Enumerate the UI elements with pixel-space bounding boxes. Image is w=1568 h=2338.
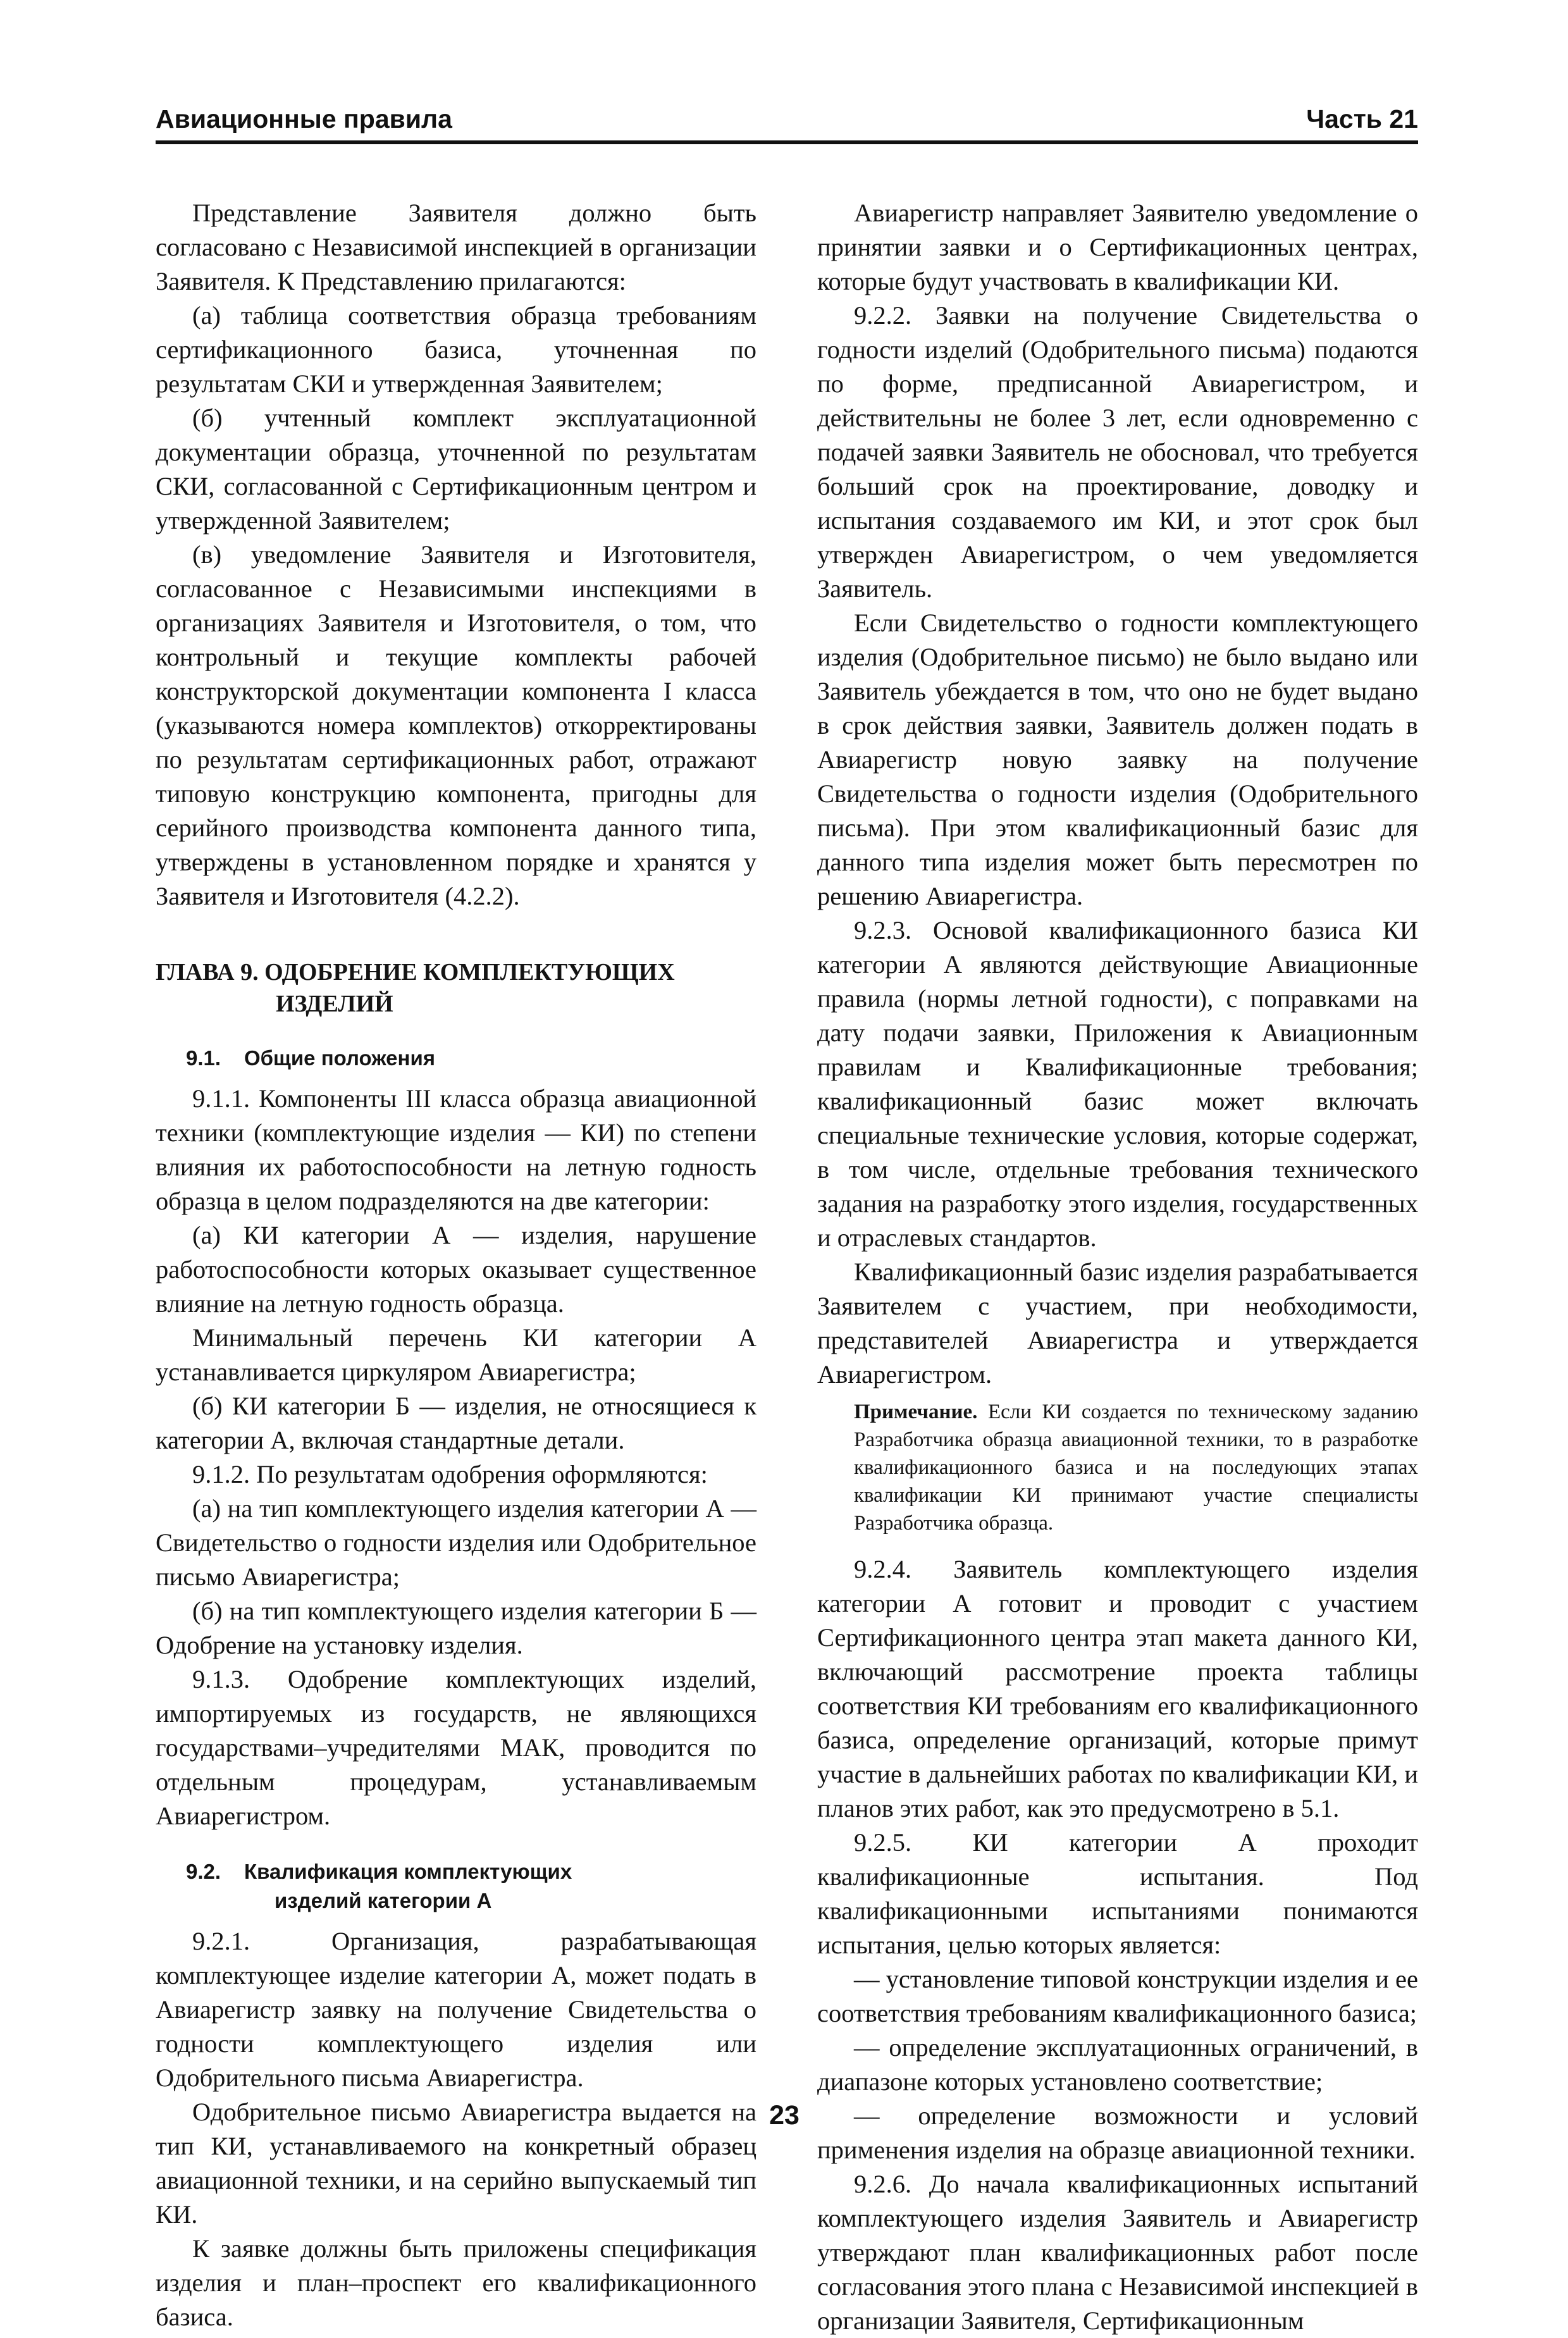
list-item: (а) таблица соответствия образца требованиям сертификационного базиса, уточненная по результатам СКИ и утвержденная Заявителем; [156, 301, 756, 398]
paragraph: Представление Заявителя должно быть согласовано с Независимой инспекцией в организации Заявителя. К Представлению прилагаются: [156, 199, 756, 295]
page-number: 23 [769, 2100, 799, 2131]
running-header [156, 100, 1418, 138]
dash-item: — установление типовой конструкции изделия и ее соответствия требованиям квалификационного базиса; [817, 1965, 1418, 2027]
note-label: Примечание. [854, 1401, 978, 1423]
paragraph: 9.1.2. По результатам одобрения оформляются: [192, 1460, 708, 1488]
paragraph: 9.2.6. До начала квалификационных испытаний комплектующего изделия Заявитель и Авиарегистр утверждают план квалификационных работ после согласования этого плана с Независимой инспекцией в организации Заявителя, Сертификационным [817, 2170, 1418, 2335]
paragraph: 9.2.4. Заявитель комплектующего изделия категории А готовит и проводит с участием Сертификационного центра этап макета данного КИ, включающий рассмотрение проекта таблицы соответствия КИ требованиям его квалификационного базиса, определение организаций, которые примут участие в дальнейших работах по квалификации КИ, и планов этих работ, как это предусмотрено в 5.1. [817, 1555, 1418, 1822]
chapter-heading [156, 956, 756, 1020]
paragraph: К заявке должны быть приложены спецификация изделия и план–проспект его квалификационного базиса. [156, 2234, 756, 2331]
paragraph: 9.2.2. Заявки на получение Свидетельства о годности изделий (Одобрительного письма) подаются по форме, предписанной Авиарегистром, и действительны не более 3 лет, если одновременно с подачей заявки Заявитель не обосновал, что требуется больший срок на проектирование, доводку и испытания создаваемого им КИ, и этот срок был утвержден Авиарегистром, о чем уведомляется Заявитель. [817, 301, 1418, 603]
right-column [817, 196, 1418, 2338]
left-column [156, 196, 756, 2334]
section-title: Квалификация комплектующих [244, 1860, 572, 1883]
paragraph: 9.2.5. КИ категории А проходит квалификационные испытания. Под квалификационными испытаниями понимаются испытания, целью которых является: [817, 1828, 1418, 1959]
paragraph: Если Свидетельство о годности комплектующего изделия (Одобрительное письмо) не было выдано или Заявитель убеждается в том, что оно не будет выдано в срок действия заявки, Заявитель должен подать в Авиарегистр новую заявку на получение Свидетельства о годности изделия (Одобрительного письма). При этом квалификационный базис для данного типа изделия может быть пересмотрен по решению Авиарегистра. [817, 609, 1418, 910]
paragraph: 9.2.3. Основой квалификационного базиса КИ категории А являются действующие Авиационные правила (нормы летной годности), с поправками на дату подачи заявки, Приложения к Авиационным правилам и Квалификационные требования; квалификационный базис может включать специальные технические условия, которые содержат, в том числе, отдельные требования технического задания на разработку этого изделия, государственных и отраслевых стандартов. [817, 916, 1418, 1252]
header-part: Часть 21 [1306, 104, 1418, 133]
note-text: Если КИ создается по техническому заданию Разработчика образца авиационной техники, то в разработке квалификационного базиса и на последующих этапах квалификации КИ принимают участие специалисты Разработчика образца. [854, 1401, 1418, 1535]
section-heading-9-2 [156, 1857, 756, 1915]
list-item: (в) уведомление Заявителя и Изготовителя, согласованное с Независимыми инспекциями в организациях Заявителя и Изготовителя, о том, что контрольный и текущие комплекты рабочей конструкторской документации компонента I класса (указываются номера комплектов) откорректированы по результатам сертификационных работ, отражают типовую конструкцию компонента, пригодны для серийного производства компонента данного типа, утверждены в установленном порядке и хранятся у Заявителя и Изготовителя (4.2.2). [156, 540, 756, 910]
header-title: Авиационные правила [156, 104, 452, 133]
paragraph: 9.1.1. Компоненты III класса образца авиационной техники (комплектующие изделия — КИ) по степени влияния их работоспособности на летную годность образца в целом подразделяются на две категории: [156, 1084, 756, 1215]
chapter-heading-line: ИЗДЕЛИЙ [276, 991, 393, 1017]
paragraph: Авиарегистр направляет Заявителю уведомление о принятии заявки и о Сертификационных центрах, которые будут участвовать в квалификации КИ. [817, 199, 1418, 295]
list-item: (б) учтенный комплект эксплуатационной документации образца, уточненной по результатам СКИ, согласованной с Сертификационным центром и утвержденной Заявителем; [156, 404, 756, 535]
header-rule [156, 140, 1418, 144]
note [817, 1398, 1418, 1537]
paragraph: Квалификационный базис изделия разрабатывается Заявителем с участием, при необходимости, представителей Авиарегистра и утверждается Авиарегистром. [817, 1258, 1418, 1389]
section-heading-9-1 [156, 1044, 756, 1073]
list-item: (а) на тип комплектующего изделия категории А — Свидетельство о годности изделия или Одобрительное письмо Авиарегистра; [156, 1494, 756, 1591]
paragraph: 9.1.3. Одобрение комплектующих изделий, импортируемых из государств, не являющихся государствами–учредителями МАК, проводится по отдельным процедурам, устанавливаемым Авиарегистром. [156, 1665, 756, 1830]
dash-item: — определение эксплуатационных ограничений, в диапазоне которых установлено соответствие; [817, 2033, 1418, 2096]
paragraph: 9.2.1. Организация, разрабатывающая комплектующее изделие категории А, может подать в Авиарегистр заявку на получение Свидетельства о годности комплектующего изделия или Одобрительного письма Авиарегистра. [156, 1927, 756, 2092]
chapter-heading-line: ГЛАВА 9. ОДОБРЕНИЕ КОМПЛЕКТУЮЩИХ [156, 959, 675, 986]
list-item: (б) КИ категории Б — изделия, не относящиеся к категории А, включая стандартные детали. [156, 1392, 756, 1454]
section-number: 9.2. [186, 1860, 221, 1883]
paragraph: Минимальный перечень КИ категории А устанавливается циркуляром Авиарегистра; [156, 1323, 756, 1386]
list-item: (б) на тип комплектующего изделия категории Б — Одобрение на установку изделия. [156, 1597, 756, 1659]
dash-item: — определение возможности и условий применения изделия на образце авиационной техники. [817, 2101, 1418, 2164]
section-number: 9.1. [186, 1046, 221, 1070]
list-item: (а) КИ категории А — изделия, нарушение работоспособности которых оказывает существенное влияние на летную годность образца. [156, 1221, 756, 1318]
section-title: Общие положения [244, 1046, 436, 1070]
section-title-continuation: изделий категории А [275, 1889, 492, 1912]
paragraph: Одобрительное письмо Авиарегистра выдается на тип КИ, устанавливаемого на конкретный образец авиационной техники, и на серийно выпускаемый тип КИ. [156, 2098, 756, 2229]
